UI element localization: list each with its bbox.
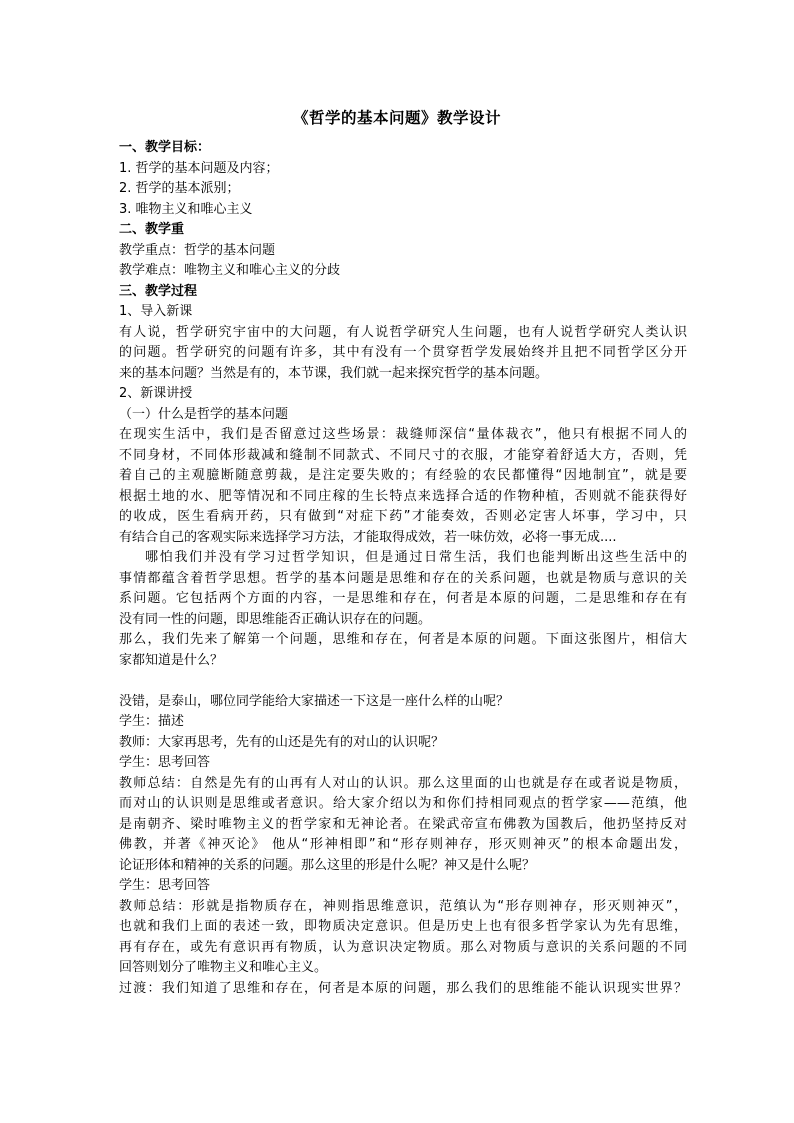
- paragraph-line: 事情都蕴含着哲学思想。哲学的基本问题是思维和存在的关系问题，也就是物质与意识的关: [119, 570, 687, 586]
- paragraph-line: （一）什么是哲学的基本问题: [119, 406, 289, 422]
- paragraph-line: 哪怕我们并没有学习过哲学知识，但是通过日常生活，我们也能判断出这些生活中的: [145, 550, 687, 565]
- paragraph-line: 1、导入新课: [119, 304, 193, 319]
- blank-line: [119, 671, 687, 692]
- paragraph-line: 2. 哲学的基本派别；: [119, 181, 240, 196]
- paragraph-line: 再有存在，或先有意识再有物质，认为意识决定物质。那么对物质与意识的关系问题的不同: [119, 939, 687, 955]
- paragraph-line: 的问题。哲学研究的问题有许多，其中有没有一个贯穿哲学发展始终并且把不同哲学区分开: [119, 345, 687, 360]
- paragraph-line: 1. 哲学的基本问题及内容；: [119, 160, 279, 176]
- paragraph-line: 教学难点：唯物主义和唯心主义的分歧: [119, 263, 341, 278]
- paragraph-line: 过渡：我们知道了思维和存在，何者是本原的问题，那么我们的思维能不能认识现实世界？: [119, 980, 687, 996]
- paragraph-line: 系问题。它包括两个方面的内容，一是思维和存在，何者是本原的问题，二是思维和存在有: [119, 591, 687, 606]
- paragraph-line: 没有同一性的问题，即思维能否正确认识存在的问题。: [119, 611, 432, 627]
- paragraph-line: 论证形体和精神的关系的问题。那么这里的形是什么呢？神又是什么呢？: [119, 857, 536, 873]
- section-heading: 三、教学过程: [119, 283, 198, 299]
- paragraph-line: 是南朝齐、梁时唯物主义的哲学家和无神论者。在梁武帝宣布佛教为国教后，他扔坚持反对: [119, 816, 687, 832]
- paragraph-line: 着自己的主观臆断随意剪裁，是注定要失败的；有经验的农民都懂得“因地制宜”，就是要: [119, 468, 687, 483]
- paragraph-line: 学生：思考回答: [119, 755, 211, 770]
- paragraph-line: 有人说，哲学研究宇宙中的大问题，有人说哲学研究人生问题，也有人说哲学研究人类认识: [119, 324, 687, 340]
- paragraph-line: 而对山的认识则是思维或者意识。给大家介绍以为和你们持相同观点的哲学家——范缜，他: [119, 796, 687, 811]
- paragraph-line: 也就和我们上面的表述一致，即物质决定意识。但是历史上也有很多哲学家认为先有思维，: [119, 919, 687, 934]
- paragraph-line: 在现实生活中，我们是否留意过这些场景：裁缝师深信“量体裁衣”，他只有根据不同人的: [119, 427, 687, 442]
- paragraph-line: 学生：思考回答: [119, 878, 211, 893]
- paragraph-line: 2、新课讲授: [119, 386, 193, 401]
- section-heading: 一、教学目标：: [119, 140, 211, 155]
- paragraph-line: 教师总结：自然是先有的山再有人对山的认识。那么这里面的山也就是存在或者说是物质，: [119, 775, 687, 791]
- paragraph-line: 没错，是泰山，哪位同学能给大家描述一下这是一座什么样的山呢？: [119, 693, 510, 709]
- paragraph-line: 不同身材，不同体形裁减和缝制不同款式、不同尺寸的衣服，才能穿着舒适大方，否则，凭: [119, 447, 687, 463]
- paragraph-line: 来的基本问题？当然是有的，本节课，我们就一起来探究哲学的基本问题。: [119, 365, 549, 381]
- paragraph-line: 家都知道是什么？: [119, 652, 224, 668]
- paragraph-line: 回答则划分了唯物主义和唯心主义。: [119, 960, 328, 975]
- paragraph-line: 那么，我们先来了解第一个问题，思维和存在，何者是本原的问题。下面这张图片，相信大: [119, 632, 687, 647]
- paragraph-line: 教学重点：哲学的基本问题: [119, 242, 276, 258]
- paragraph-line: 根据土地的水、肥等情况和不同庄稼的生长特点来选择合适的作物种植，否则就不能获得好: [119, 488, 687, 504]
- paragraph-line: 教师总结：形就是指物质存在，神则指思维意识，范缜认为“形存则神存，形灭则神灭”，: [119, 898, 687, 914]
- paragraph-line: 教师：大家再思考，先有的山还是先有的对山的认识呢？: [119, 734, 445, 750]
- paragraph-line: 的收成，医生看病开药，只有做到“对症下药”才能奏效，否则必定害人坏事，学习中，只: [119, 509, 687, 524]
- paragraph-line: 3. 唯物主义和唯心主义: [119, 201, 253, 217]
- paragraph-line: 有结合自己的客观实际来选择学习方法，才能取得成效，若一味仿效，必将一事无成....: [119, 529, 617, 545]
- document-body: [119, 138, 687, 999]
- section-heading: 二、教学重: [119, 222, 185, 237]
- paragraph-line: 学生：描述: [119, 714, 185, 729]
- document-title: 《哲学的基本问题》教学设计: [292, 108, 501, 127]
- paragraph-line: 佛教，并著《神灭论》 他从“形神相即”和“形存则神存，形灭则神灭”的根本命题出发，: [119, 837, 687, 852]
